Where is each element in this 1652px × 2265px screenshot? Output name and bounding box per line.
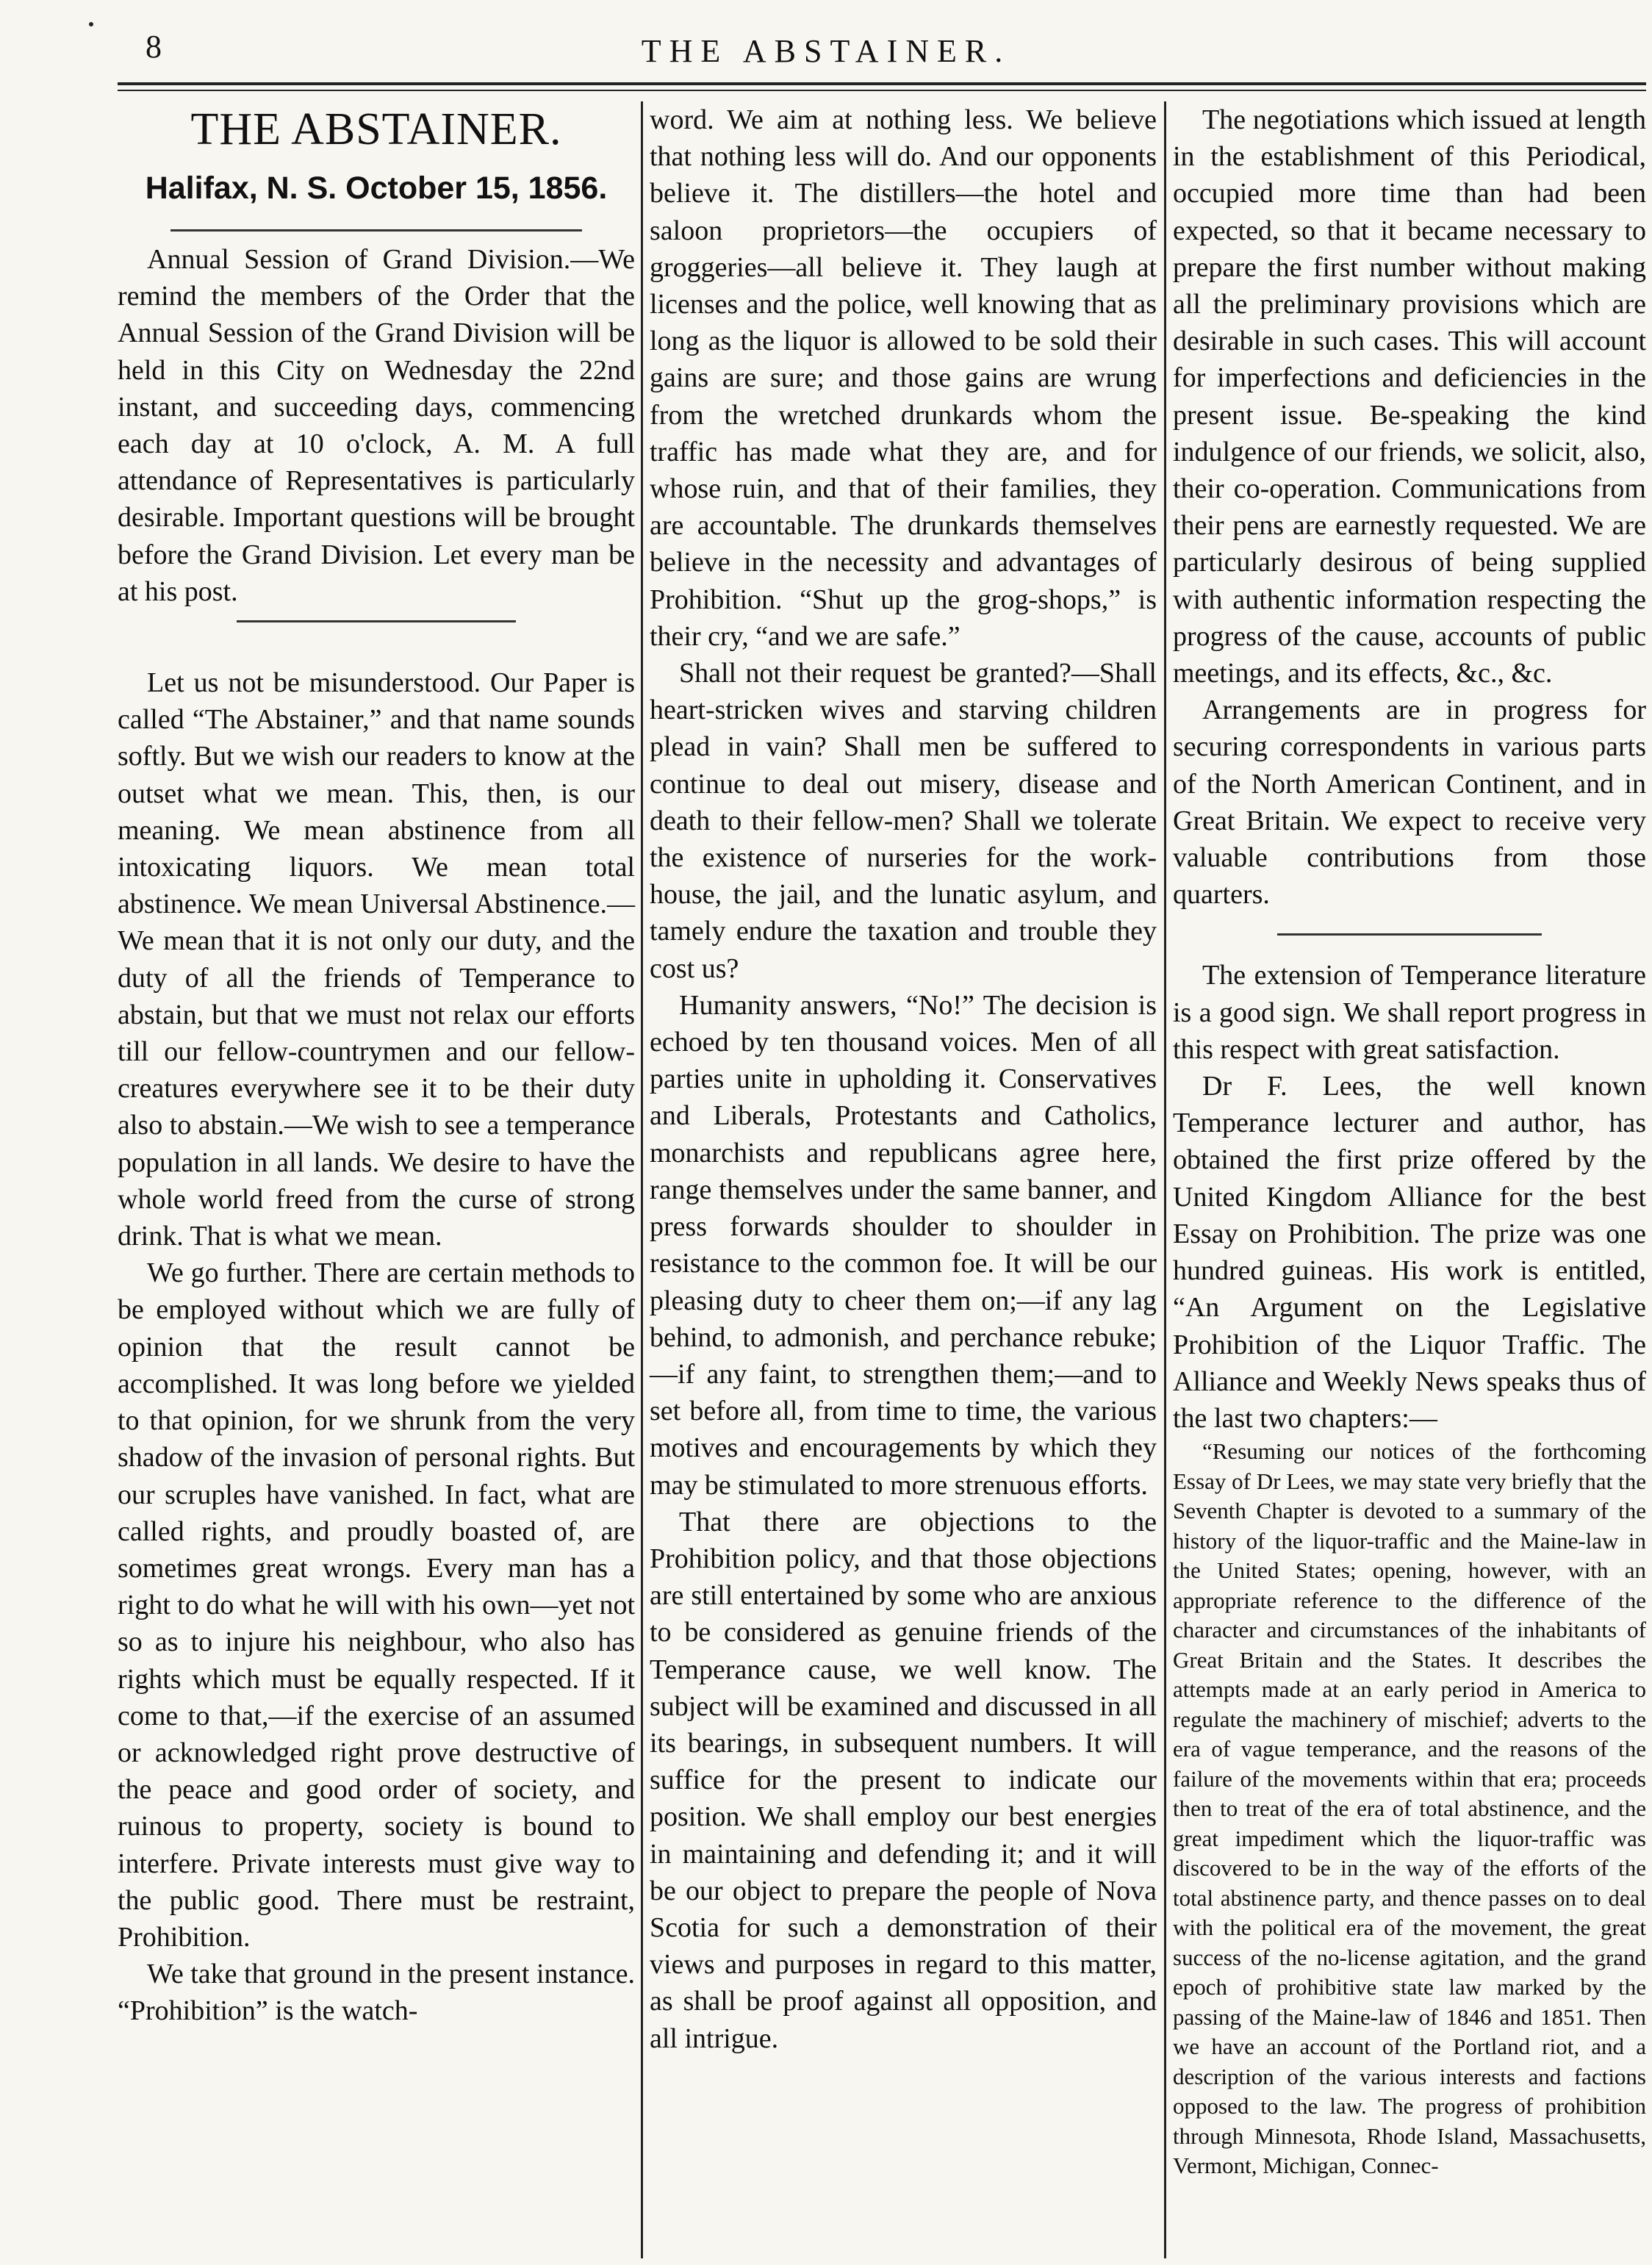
column-2 — [650, 101, 1157, 2057]
editorial-paragraph: We take that ground in the present instance. “Prohibition” is the watch- — [118, 1959, 635, 2027]
editorial-paragraph: word. We aim at nothing less. We believe that nothing less will do. And our opponents believe it. The distillers—the hotel and saloon proprietors—the occupiers of groggeries—all believe it. They laugh at licenses and the police, well knowing that as long as the liquor is allowed to be sold their gains are sure; and those gains are wrung from the wretched drunkards whom the traffic has made what they are, and for whose ruin, and that of their families, they are accountable. The drunkards themselves believe in the necessity and advantages of Prohibition. “Shut up the grog-shops,” is their cry, “and we are safe.” — [650, 104, 1157, 652]
column-1 — [118, 101, 635, 2030]
header-rule-thin — [118, 90, 1646, 91]
editorial-paragraph: Let us not be misunderstood. Our Paper is called “The Abstainer,” and that name sounds softly. But we wish our readers to know at the outset what we mean. This, then, is our meaning. We mean abstinence from all intoxicating liquors. We mean total abstinence. We mean Universal Abstinence.—We mean that it is not only our duty, and the duty of all the friends of Temperance to abstain, but that we must not relax our efforts till our fellow-countrymen and our fellow-creatures everywhere see it to be their duty also to abstain.—We wish to see a temperance population in all lands. We desire to have the whole world freed from the curse of strong drink. That is what we mean. — [118, 667, 635, 1252]
editorial-paragraph: We go further. There are certain methods to be employed without which we are fully of opinion that the result cannot be accomplished. It was long before we yielded to that opinion, for we shrunk from the very shadow of the invasion of personal rights. But our scruples have vanished. In fact, what are called rights, and proudly boasted of, are sometimes great wrongs. Every man has a right to do what he will with his own—yet not so as to injure his neighbour, who also has rights which must be equally respected. If it come to that,—if the exercise of an assumed or acknowledged right prove destructive of the peace and good order of society, and ruinous to property, society is bound to interfere. Private interests must give way to the public good. There must be restraint, Prohibition. — [118, 1257, 636, 1953]
grand-division-notice: Annual Session of Grand Division.—We remind the members of the Order that the Annual Session of the Grand Division will be held in this City on Wednesday the 22nd instant, and succeeding days, commencing each day at 10 o'clock, A. M. A full attendance of Representatives is particularly desirable. Important questions will be brought before the Grand Division. Let every man be at his post. — [118, 244, 635, 607]
running-title: THE ABSTAINER. — [641, 33, 1011, 69]
separator-rule — [118, 610, 635, 632]
editorial-paragraph: That there are objections to the Prohibition policy, and that those objections are still entertained by some who are anxious to be considered as genuine friends of the Temperance cause, we well know. The subject will be examined and discussed in all its bearings, in subsequent numbers. It will suffice for the present to indicate our position. We shall employ our best energies in maintaining and defending it; and it will be our object to prepare the people of Nova Scotia for such a demonstration of their views and purposes in regard to this matter, as shall be proof against all opposition, and all intrigue. — [650, 1506, 1157, 2054]
ink-speck — [89, 22, 93, 26]
editorial-paragraph: Shall not their request be granted?—Shall heart-stricken wives and starving children plead in vain? Shall men be suffered to continue to deal out misery, disease and death to their fellow-men? Shall we tolerate the existence of nurseries for the work-house, the jail, and the lunatic asylum, and tamely endure the taxation and trouble they cost us? — [650, 658, 1157, 984]
separator-rule — [1173, 913, 1646, 957]
editorial-paragraph: Arrangements are in progress for securing correspondents in various parts of the North American Continent, and in Great Britain. We expect to receive very valuable contributions from those quarters. — [1173, 694, 1646, 911]
column-3 — [1173, 101, 1646, 2181]
masthead-title: THE ABSTAINER. — [190, 104, 562, 154]
column-divider — [1164, 101, 1166, 2258]
editorial-paragraph: The negotiations which issued at length in the establishment of this Periodical, occupied more time than had been expected, so that it became necessary to prepare the first number without making all the preliminary provisions which are desirable in such cases. This will account for imperfections and deficiencies in the present issue. Be-speaking the kind indulgence of our friends, we solicit, also, their co-operation. Communications from their pens are earnestly requested. We are particularly desirous of being supplied with authentic information respecting the progress of the cause, accounts of public meetings, and its effects, &c., &c. — [1173, 104, 1646, 689]
quoted-extract: “Resuming our notices of the forthcoming Essay of Dr Lees, we may state very briefly that the Seventh Chapter is devoted to a summary of the history of the liquor-traffic and the Maine-law in the United States; opening, however, with an appropriate reference to the difference of the character and circumstances of the inhabitants of Great Britain and the States. It describes the attempts made at an early period in America to regulate the machinery of mischief; adverts to the era of vague temperance, and the reasons of the failure of the movements within that era; proceeds then to treat of the era of total abstinence, and the great impediment which the liquor-traffic was discovered to be in the way of the efforts of the total abstinence party, and thence passes on to deal with the political era of the movement, the great success of the no-license agitation, and the grand epoch of prohibitive state law marked by the passing of the Maine-law of 1846 and 1851. Then we have an account of the Portland riot, and a description of the various interests and factions opposed to the law. The progress of prohibition through Minnesota, Rhode Island, Massachusetts, Vermont, Michigan, Connec- — [1173, 1438, 1646, 2179]
separator-rule — [118, 219, 635, 241]
editorial-paragraph: The extension of Temperance literature is a good sign. We shall report progress in this respect with great satisfaction. — [1173, 960, 1646, 1065]
spacer — [118, 632, 635, 664]
column-divider — [641, 101, 643, 2258]
editorial-paragraph: Dr F. Lees, the well known Temperance lecturer and author, has obtained the first prize offered by the United Kingdom Alliance for the best Essay on Prohibition. The prize was one hundred guineas. His work is entitled, “An Argument on the Legislative Prohibition of the Liquor Traffic. The Alliance and Weekly News speaks thus of the last two chapters:— — [1173, 1071, 1646, 1434]
editorial-paragraph: Humanity answers, “No!” The decision is echoed by ten thousand voices. Men of all parties unite in upholding it. Conservatives and Liberals, Protestants and Catholics, monarchists and republicans agree here, range themselves under the same banner, and press forwards shoulder to shoulder in resistance to the common foe. It will be our pleasing duty to cheer them on;—if any lag behind, to admonish, and perchance rebuke;—if any faint, to strengthen them;—and to set before all, from time to time, the various motives and encouragements by which they may be stimulated to more strenuous efforts. — [650, 989, 1157, 1501]
header-rule — [118, 82, 1646, 85]
dateline: Halifax, N. S. October 15, 1856. — [145, 170, 608, 206]
page-number: 8 — [146, 29, 162, 65]
